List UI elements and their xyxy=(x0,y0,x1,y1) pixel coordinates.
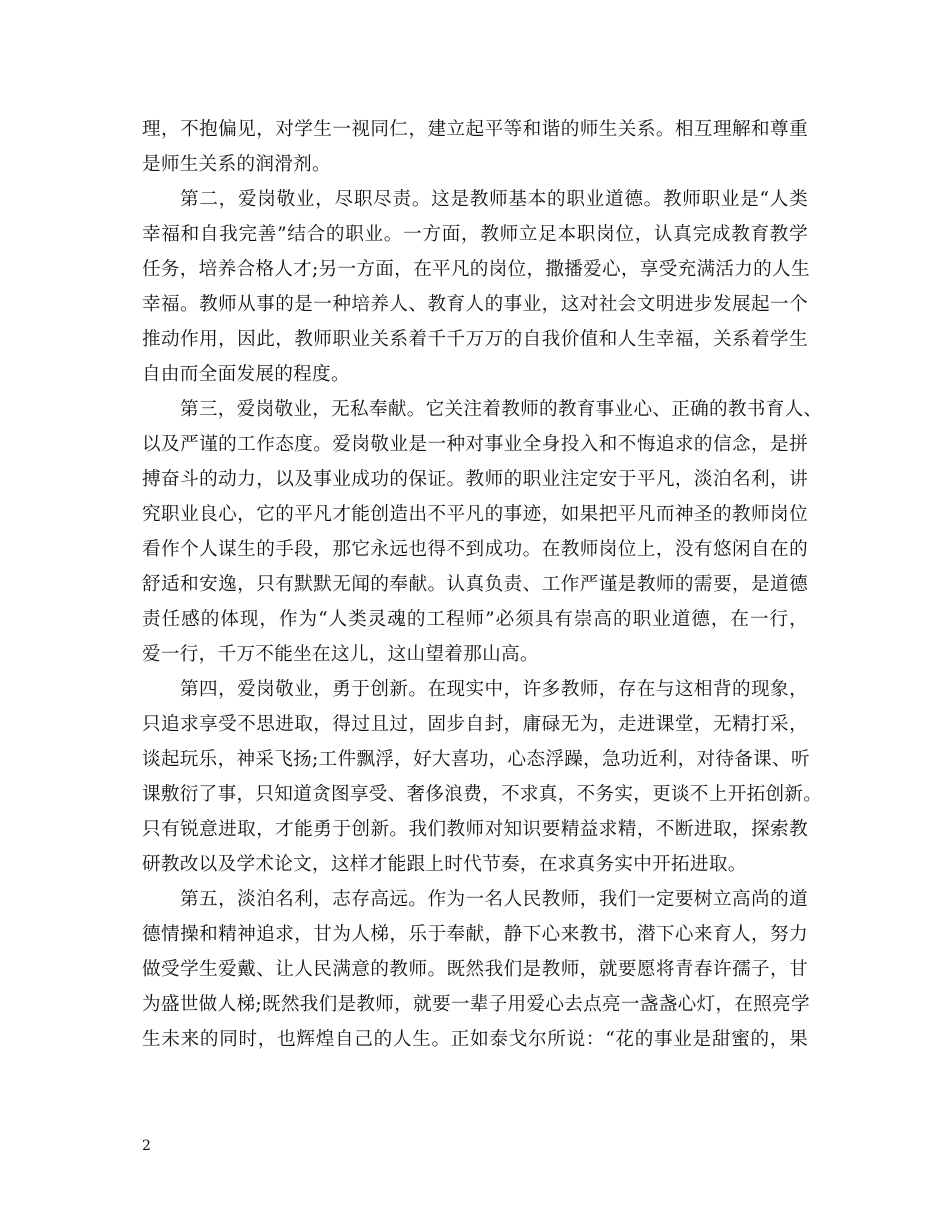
text-line: 为盛世做人梯;既然我们是教师，就要一辈子用爱心去点亮一盏盏心灯，在照亮学 xyxy=(142,994,810,1015)
page-number: 2 xyxy=(142,1138,151,1154)
text-line: 课敷衍了事，只知道贪图享受、奢侈浪费，不求真，不务实，更谈不上开拓创新。 xyxy=(142,784,823,805)
text-line: 推动作用，因此，教师职业关系着千千万万的自我价值和人生幸福，关系着学生 xyxy=(142,329,808,350)
text-line: 任务，培养合格人才;另一方面，在平凡的岗位，撒播爱心，享受充满活力的人生 xyxy=(142,259,810,280)
text-line: 幸福和自我完善”结合的职业。一方面，教师立足本职岗位，认真完成教育教学 xyxy=(142,224,808,245)
text-line: 究职业良心，它的平凡才能创造出不平凡的事迹，如果把平凡而神圣的教师岗位 xyxy=(142,504,808,525)
text-line: 搏奋斗的动力，以及事业成功的保证。教师的职业注定安于平凡，淡泊名利，讲 xyxy=(142,469,808,490)
text-line: 舒适和安逸，只有默默无闻的奉献。认真负责、工作严谨是教师的需要，是道德 xyxy=(142,574,808,595)
paragraph-start-line: 第四，爱岗敬业，勇于创新。在现实中，许多教师，存在与这相背的现象， xyxy=(180,679,808,700)
paragraph-start-line: 第二，爱岗敬业，尽职尽责。这是教师基本的职业道德。教师职业是“人类 xyxy=(180,189,808,210)
text-line: 谈起玩乐，神采飞扬;工件飘浮，好大喜功，心态浮躁，急功近利，对待备课、听 xyxy=(142,749,810,770)
text-line: 只追求享受不思进取，得过且过，固步自封，庸碌无为，走进课堂，无精打采， xyxy=(142,714,808,735)
text-line: 德情操和精神追求，甘为人梯，乐于奉献，静下心来教书，潜下心来育人，努力 xyxy=(142,924,808,945)
text-line: 以及严谨的工作态度。爱岗敬业是一种对事业全身投入和不悔追求的信念，是拼 xyxy=(142,434,808,455)
paragraph-start-line: 第五，淡泊名利，志存高远。作为一名人民教师，我们一定要树立高尚的道 xyxy=(180,889,808,910)
paragraph-start-line: 第三，爱岗敬业，无私奉献。它关注着教师的教育事业心、正确的教书育人、 xyxy=(180,399,823,420)
text-line: 研教改以及学术论文，这样才能跟上时代节奏，在求真务实中开拓进取。 xyxy=(142,854,747,875)
text-line: 是师生关系的润滑剂。 xyxy=(142,154,331,175)
text-line: 只有锐意进取，才能勇于创新。我们教师对知识要精益求精，不断进取，探索教 xyxy=(142,819,808,840)
text-line: 幸福。教师从事的是一种培养人、教育人的事业，这对社会文明进步发展起一个 xyxy=(142,294,808,315)
text-line: 看作个人谋生的手段，那它永远也得不到成功。在教师岗位上，没有悠闲自在的 xyxy=(142,539,808,560)
text-line: 做受学生爱戴、让人民满意的教师。既然我们是教师，就要愿将青春许孺子，甘 xyxy=(142,959,808,980)
text-line: 爱一行，千万不能坐在这儿，这山望着那山高。 xyxy=(142,644,539,665)
text-line: 自由而全面发展的程度。 xyxy=(142,364,350,385)
text-line: 责任感的体现，作为“人类灵魂的工程师”必须具有崇高的职业道德，在一行， xyxy=(142,609,808,630)
text-line: 理，不抱偏见，对学生一视同仁，建立起平等和谐的师生关系。相互理解和尊重 xyxy=(142,119,808,140)
text-line: 生未来的同时，也辉煌自己的人生。正如泰戈尔所说：“花的事业是甜蜜的，果 xyxy=(142,1029,808,1050)
